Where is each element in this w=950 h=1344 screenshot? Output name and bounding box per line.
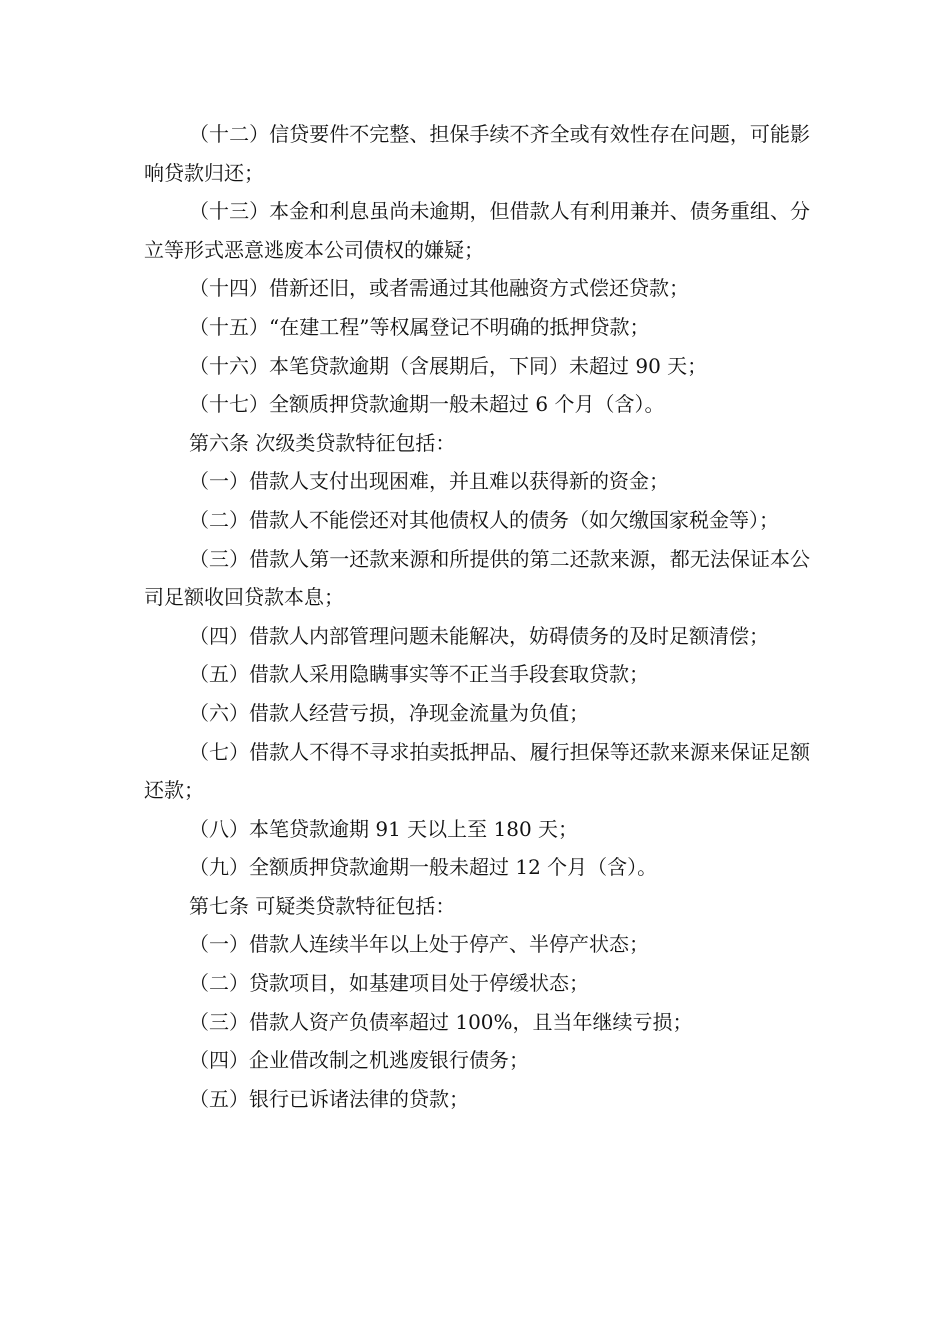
paragraph-17: （十七）全额质押贷款逾期一般未超过 6 个月（含）。 (189, 392, 665, 417)
article-6-item-1: （一）借款人支付出现困难，并且难以获得新的资金； (189, 469, 669, 494)
document-body (144, 115, 810, 1118)
article-6-item-9: （九）全额质押贷款逾期一般未超过 12 个月（含）。 (189, 855, 658, 880)
article-6-item-4: （四）借款人内部管理问题未能解决，妨碍债务的及时足额清偿； (189, 623, 769, 648)
article-6-item-2: （二）借款人不能偿还对其他债权人的债务（如欠缴国家税金等）； (189, 507, 779, 532)
article-6-item-3: （三）借款人第一还款来源和所提供的第二还款来源，都无法保证本公司足额收回贷款本息； (144, 546, 810, 610)
article-7-item-1: （一）借款人连续半年以上处于停产、半停产状态； (189, 932, 649, 957)
paragraph-16: （十六）本笔贷款逾期（含展期后，下同）未超过 90 天； (189, 353, 708, 378)
article-7-item-4: （四）企业借改制之机逃废银行债务； (189, 1048, 529, 1073)
paragraph-15: （十五）“在建工程”等权属登记不明确的抵押贷款； (189, 314, 650, 339)
paragraph-12: （十二）信贷要件不完整、担保手续不齐全或有效性存在问题，可能影响贷款归还； (144, 122, 810, 185)
article-7-heading: 第七条 可疑类贷款特征包括： (189, 893, 456, 918)
paragraph-13: （十三）本金和利息虽尚未逾期，但借款人有利用兼并、债务重组、分立等形式恶意逃废本公司债权的嫌疑； (144, 199, 810, 262)
article-6-item-6: （六）借款人经营亏损，净现金流量为负值； (189, 700, 589, 725)
article-6-item-7: （七）借款人不得不寻求拍卖抵押品、履行担保等还款来源来保证足额还款； (144, 739, 810, 803)
article-7-item-2: （二）贷款项目，如基建项目处于停缓状态； (189, 971, 589, 996)
article-6-item-8: （八）本笔贷款逾期 91 天以上至 180 天； (189, 816, 579, 841)
article-6-heading: 第六条 次级类贷款特征包括： (189, 430, 456, 455)
article-7-item-5: （五）银行已诉诸法律的贷款； (189, 1086, 469, 1111)
article-6-item-5: （五）借款人采用隐瞒事实等不正当手段套取贷款； (189, 662, 649, 687)
paragraph-14: （十四）借新还旧，或者需通过其他融资方式偿还贷款； (189, 276, 689, 301)
article-7-item-3: （三）借款人资产负债率超过 100%，且当年继续亏损； (189, 1009, 693, 1034)
